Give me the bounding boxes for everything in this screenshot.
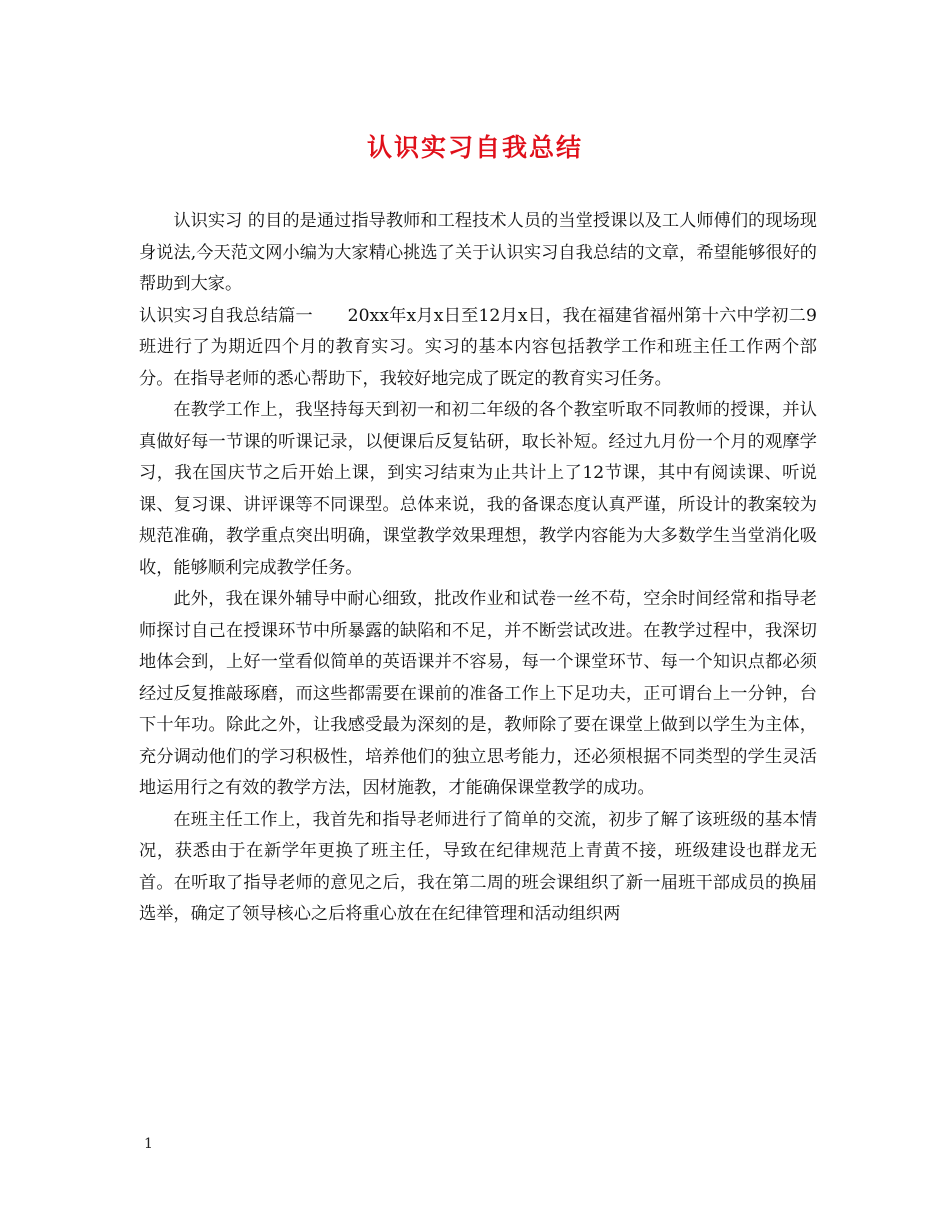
section-one-paragraph: 认识实习自我总结篇一 20xx年x月x日至12月x日，我在福建省福州第十六中学初二9班进行了为期近四个月的教育实习。实习的基本内容包括教学工作和班主任工作两个部分。在指导老师的悉心帮助下，我较好地完成了既定的教育实习任务。	[139, 305, 817, 389]
teaching-work-paragraph: 在教学工作上，我坚持每天到初一和初二年级的各个教室听取不同教师的授课，并认真做好每一节课的听课记录，以便课后反复钻研，取长补短。经过九月份一个月的观摩学习，我在国庆节之后开始上课，到实习结束为止共计上了12节课，其中有阅读课、听说课、复习课、讲评课等不同课型。总体来说，我的备课态度认真严谨，所设计的教案较为规范准确，教学重点突出明确，课堂教学效果理想，教学内容能为大多数学生当堂消化吸收，能够顺利完成教学任务。	[139, 400, 817, 578]
tutoring-paragraph: 此外，我在课外辅导中耐心细致，批改作业和试卷一丝不苟，空余时间经常和指导老师探讨自己在授课环节中所暴露的缺陷和不足，并不断尝试改进。在教学过程中，我深切地体会到，上好一堂看似简单的英语课并不容易，每一个课堂环节、每一个知识点都必须经过反复推敲琢磨，而这些都需要在课前的准备工作上下足功夫，正可谓台上一分钟，台下十年功。除此之外，让我感受最为深刻的是，教师除了要在课堂上做到以学生为主体，充分调动他们的学习积极性，培养他们的独立思考能力，还必须根据不同类型的学生灵活地运用行之有效的教学方法，因材施教，才能确保课堂教学的成功。	[139, 589, 817, 798]
page-number: 1	[144, 1136, 153, 1152]
class-teacher-paragraph: 在班主任工作上，我首先和指导老师进行了简单的交流，初步了解了该班级的基本情况，获悉由于在新学年更换了班主任，导致在纪律规范上青黄不接，班级建设也群龙无首。在听取了指导老师的意见之后，我在第二周的班会课组织了新一届班干部成员的换届选举，确定了领导核心之后将重心放在在纪律管理和活动组织两	[139, 809, 817, 924]
intro-paragraph: 认识实习 的目的是通过指导教师和工程技术人员的当堂授课以及工人师傅们的现场现身说法,今天范文网小编为大家精心挑选了关于认识实习自我总结的文章，希望能够很好的帮助到大家。	[139, 211, 817, 294]
document-body	[139, 206, 817, 931]
document-title: 认识实习自我总结	[366, 133, 583, 162]
